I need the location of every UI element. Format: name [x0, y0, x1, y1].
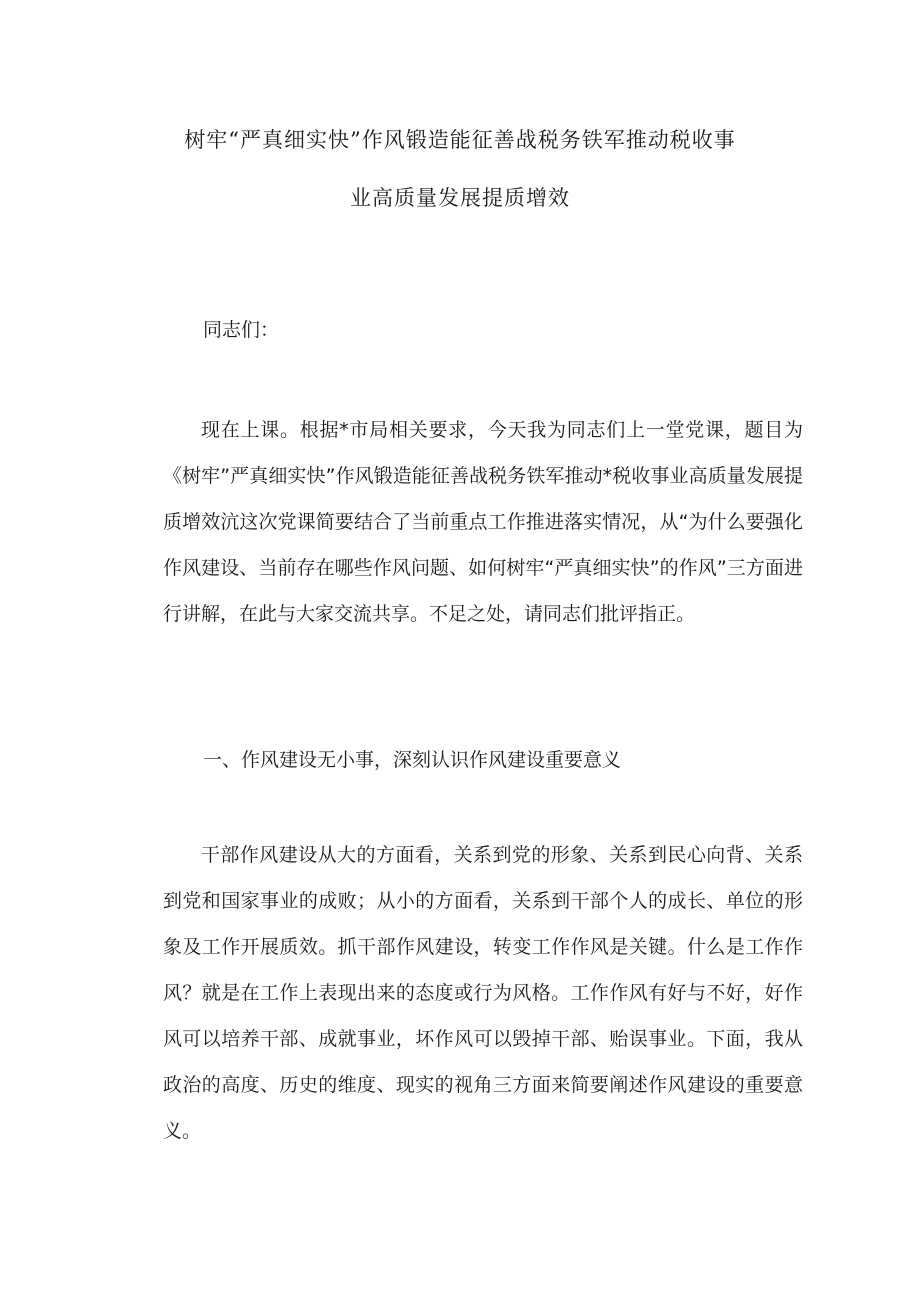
greeting: 同志们： [203, 319, 280, 341]
document-title-line-2: 业高质量发展提质增效 [350, 186, 570, 210]
section-heading-1: 一、作风建设无小事，深刻认识作风建设重要意义 [203, 749, 622, 771]
intro-paragraph: 现在上课。根据*市局相关要求，今天我为同志们上一堂党课，题目为《树牢”严真细实快”作风锻造能征善战税务铁军推动*税收事业高质量发展提质增效沆这次党课简要结合了当前重点工作推进落实情况，从“为什么要强化作风建设、当前存在哪些作风问题、如何树牢“严真细实快”的作风”三方面进行讲解，在此与大家交流共享。不足之处，请同志们批评指正。 [163, 419, 803, 625]
document-title-line-1: 树牢“严真细实快”作风锻造能征善战税务铁军推动税收事 [184, 128, 736, 152]
body-paragraph: 干部作风建设从大的方面看，关系到党的形象、关系到民心向背、关系到党和国家事业的成败；从小的方面看，关系到干部个人的成长、单位的形象及工作开展质效。抓干部作风建设，转变工作作风是关键。什么是工作作风？就是在工作上表现出来的态度或行为风格。工作作风有好与不好，好作风可以培养干部、成就事业，坏作风可以毁掉干部、贻误事业。下面，我从政治的高度、历史的维度、现实的视角三方面来简要阐述作风建设的重要意义。 [163, 844, 803, 1142]
